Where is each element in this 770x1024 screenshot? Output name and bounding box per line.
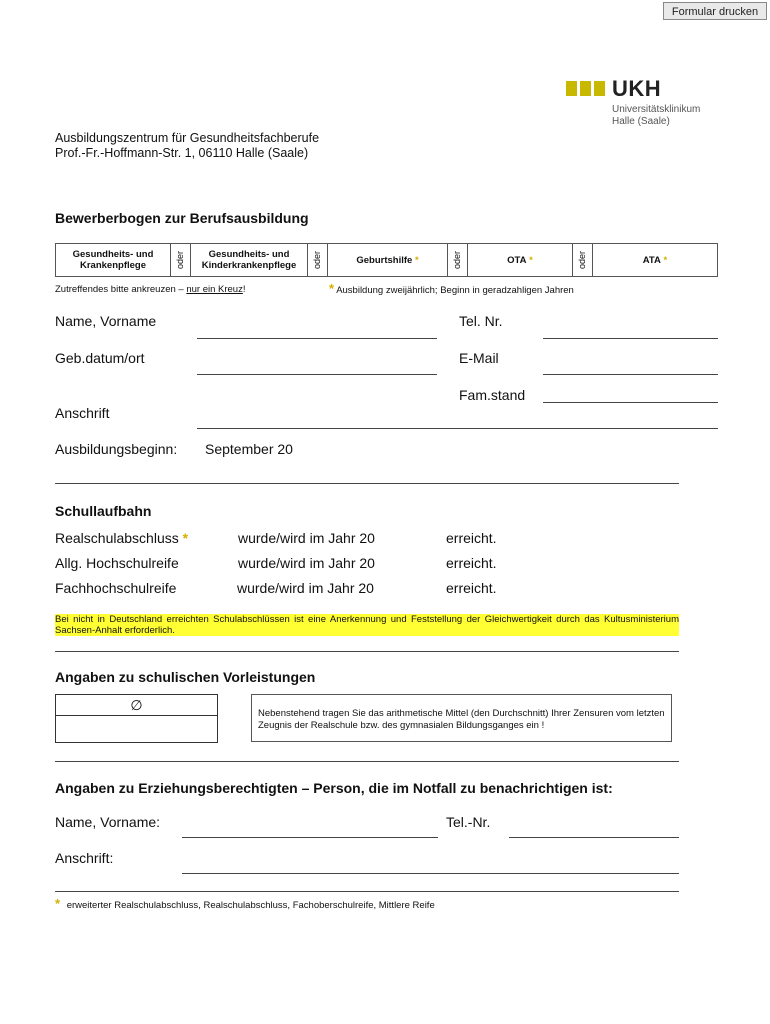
logo-line-1: Universitätsklinikum xyxy=(612,104,701,115)
school-row-result: erreicht. xyxy=(446,530,497,546)
famstand-field[interactable] xyxy=(543,386,718,402)
option-label: Gesundheits- und xyxy=(72,249,154,260)
tel-line xyxy=(543,338,718,339)
footnote-text: Ausbildung zweijährlich; Beginn in geradzahligen Jahren xyxy=(336,285,574,296)
school-row-label: Allg. Hochschulreife xyxy=(55,555,179,571)
print-form-button[interactable]: Formular drucken xyxy=(663,2,767,20)
tel-label: Tel. Nr. xyxy=(459,313,503,329)
guardian-name-label: Name, Vorname: xyxy=(55,814,161,830)
email-line xyxy=(543,374,718,375)
school-year-field-3[interactable] xyxy=(390,580,430,596)
school-row-year: wurde/wird im Jahr 20 xyxy=(237,580,374,596)
star-marker: * xyxy=(414,254,419,266)
guardian-tel-label: Tel.-Nr. xyxy=(446,814,491,830)
guardian-tel-line xyxy=(509,837,679,838)
school-year-field-2[interactable] xyxy=(390,555,430,571)
option-geburtshilfe[interactable] xyxy=(328,244,448,276)
name-label: Name, Vorname xyxy=(55,313,157,329)
logo-line-2: Halle (Saale) xyxy=(612,116,670,127)
average-symbol-icon: ∅ xyxy=(56,695,217,716)
logo-subtitle xyxy=(612,104,700,128)
guardian-address-field[interactable] xyxy=(182,857,679,873)
logo-bar-icon xyxy=(580,81,591,96)
program-options-table xyxy=(55,243,718,277)
school-year-field-1[interactable] xyxy=(390,530,430,546)
star-marker: * xyxy=(182,530,189,546)
option-label: Gesundheits- und xyxy=(208,249,290,260)
hint-end: ! xyxy=(242,284,246,295)
options-footnote xyxy=(329,281,574,296)
school-row-label: Fachhochschulreife xyxy=(55,580,177,596)
footnote-text: erweiterter Realschulabschluss, Realschulabschluss, Fachoberschulreife, Mittlere Reife xyxy=(66,900,435,911)
start-year-field[interactable] xyxy=(303,441,333,457)
school-row-year: wurde/wird im Jahr 20 xyxy=(238,555,375,571)
form-title: Bewerberbogen zur Berufsausbildung xyxy=(55,210,309,226)
famstand-label: Fam.stand xyxy=(459,387,526,403)
guardian-name-line xyxy=(182,837,438,838)
school-row-year: wurde/wird im Jahr 20 xyxy=(238,530,375,546)
school-row-label xyxy=(55,530,188,546)
school-row-result: erreicht. xyxy=(446,555,497,571)
start-value: September 20 xyxy=(205,441,293,457)
option-ata[interactable] xyxy=(593,244,717,276)
section-divider xyxy=(55,761,679,762)
address-line xyxy=(197,428,718,429)
address-field[interactable] xyxy=(197,412,718,428)
name-line xyxy=(197,338,437,339)
guardian-name-field[interactable] xyxy=(182,821,438,837)
address-line-1: Ausbildungszentrum für Gesundheitsfachberufe xyxy=(55,131,320,145)
hint-underlined: nur ein Kreuz xyxy=(186,284,243,295)
guardian-address-label: Anschrift: xyxy=(55,850,114,866)
star-marker: * xyxy=(329,281,335,296)
oder-separator: oder xyxy=(171,244,191,276)
institution-address xyxy=(55,131,319,161)
option-kinderkrankenpflege[interactable] xyxy=(191,244,308,276)
star-marker: * xyxy=(529,254,533,266)
oder-separator: oder xyxy=(573,244,593,276)
logo-bar-icon xyxy=(566,81,577,96)
birth-field[interactable] xyxy=(197,358,437,374)
hint-text: Zutreffendes bitte ankreuzen – xyxy=(55,284,187,295)
oder-separator: oder xyxy=(308,244,328,276)
grades-heading: Angaben zu schulischen Vorleistungen xyxy=(55,669,316,685)
footnote xyxy=(55,896,435,911)
option-label: OTA xyxy=(507,254,527,266)
school-heading: Schullaufbahn xyxy=(55,503,152,519)
option-label: Geburtshilfe xyxy=(356,254,413,266)
section-divider xyxy=(55,651,679,652)
birth-label: Geb.datum/ort xyxy=(55,350,145,366)
grade-note: Nebenstehend tragen Sie das arithmetische Mittel (den Durchschnitt) Ihrer Zensuren vom letzten Zeugnis der Realschule bzw. des gymnasialen Bildungsganges ein ! xyxy=(251,694,672,742)
footer-divider xyxy=(55,891,679,892)
option-krankenpflege[interactable] xyxy=(56,244,171,276)
option-label: Krankenpflege xyxy=(80,260,146,271)
tel-field[interactable] xyxy=(543,322,718,338)
start-label: Ausbildungsbeginn: xyxy=(55,441,178,457)
logo-wordmark: UKH xyxy=(612,76,662,101)
guardian-tel-field[interactable] xyxy=(509,821,679,837)
logo-bar-icon xyxy=(594,81,605,96)
guardian-address-line xyxy=(182,873,679,874)
birth-line xyxy=(197,374,437,375)
address-line-2: Prof.-Fr.-Hoffmann-Str. 1, 06110 Halle (Saale) xyxy=(55,146,309,160)
school-row-result: erreicht. xyxy=(446,580,497,596)
star-marker: * xyxy=(55,896,61,911)
grade-average-box xyxy=(55,694,218,743)
address-label: Anschrift xyxy=(55,405,110,421)
famstand-line xyxy=(543,402,718,403)
recognition-notice: Bei nicht in Deutschland erreichten Schulabschlüssen ist eine Anerkennung und Feststellung der Gleichwertigkeit durch das Kultusministerium Sachsen-Anhalt erforderlich. xyxy=(55,614,679,636)
option-ota[interactable] xyxy=(468,244,573,276)
email-field[interactable] xyxy=(543,358,718,374)
option-label: Kinderkrankenpflege xyxy=(201,260,297,271)
star-marker: * xyxy=(663,254,668,266)
option-label: ATA xyxy=(642,254,661,266)
email-label: E-Mail xyxy=(459,350,499,366)
section-divider xyxy=(55,483,679,484)
options-hint xyxy=(55,284,245,295)
school-type: Realschulabschluss xyxy=(55,530,179,546)
name-field[interactable] xyxy=(197,322,437,338)
oder-separator: oder xyxy=(448,244,468,276)
guardian-heading: Angaben zu Erziehungsberechtigten – Person, die im Notfall zu benachrichtigen ist: xyxy=(55,780,613,796)
grade-average-field[interactable] xyxy=(56,716,217,743)
